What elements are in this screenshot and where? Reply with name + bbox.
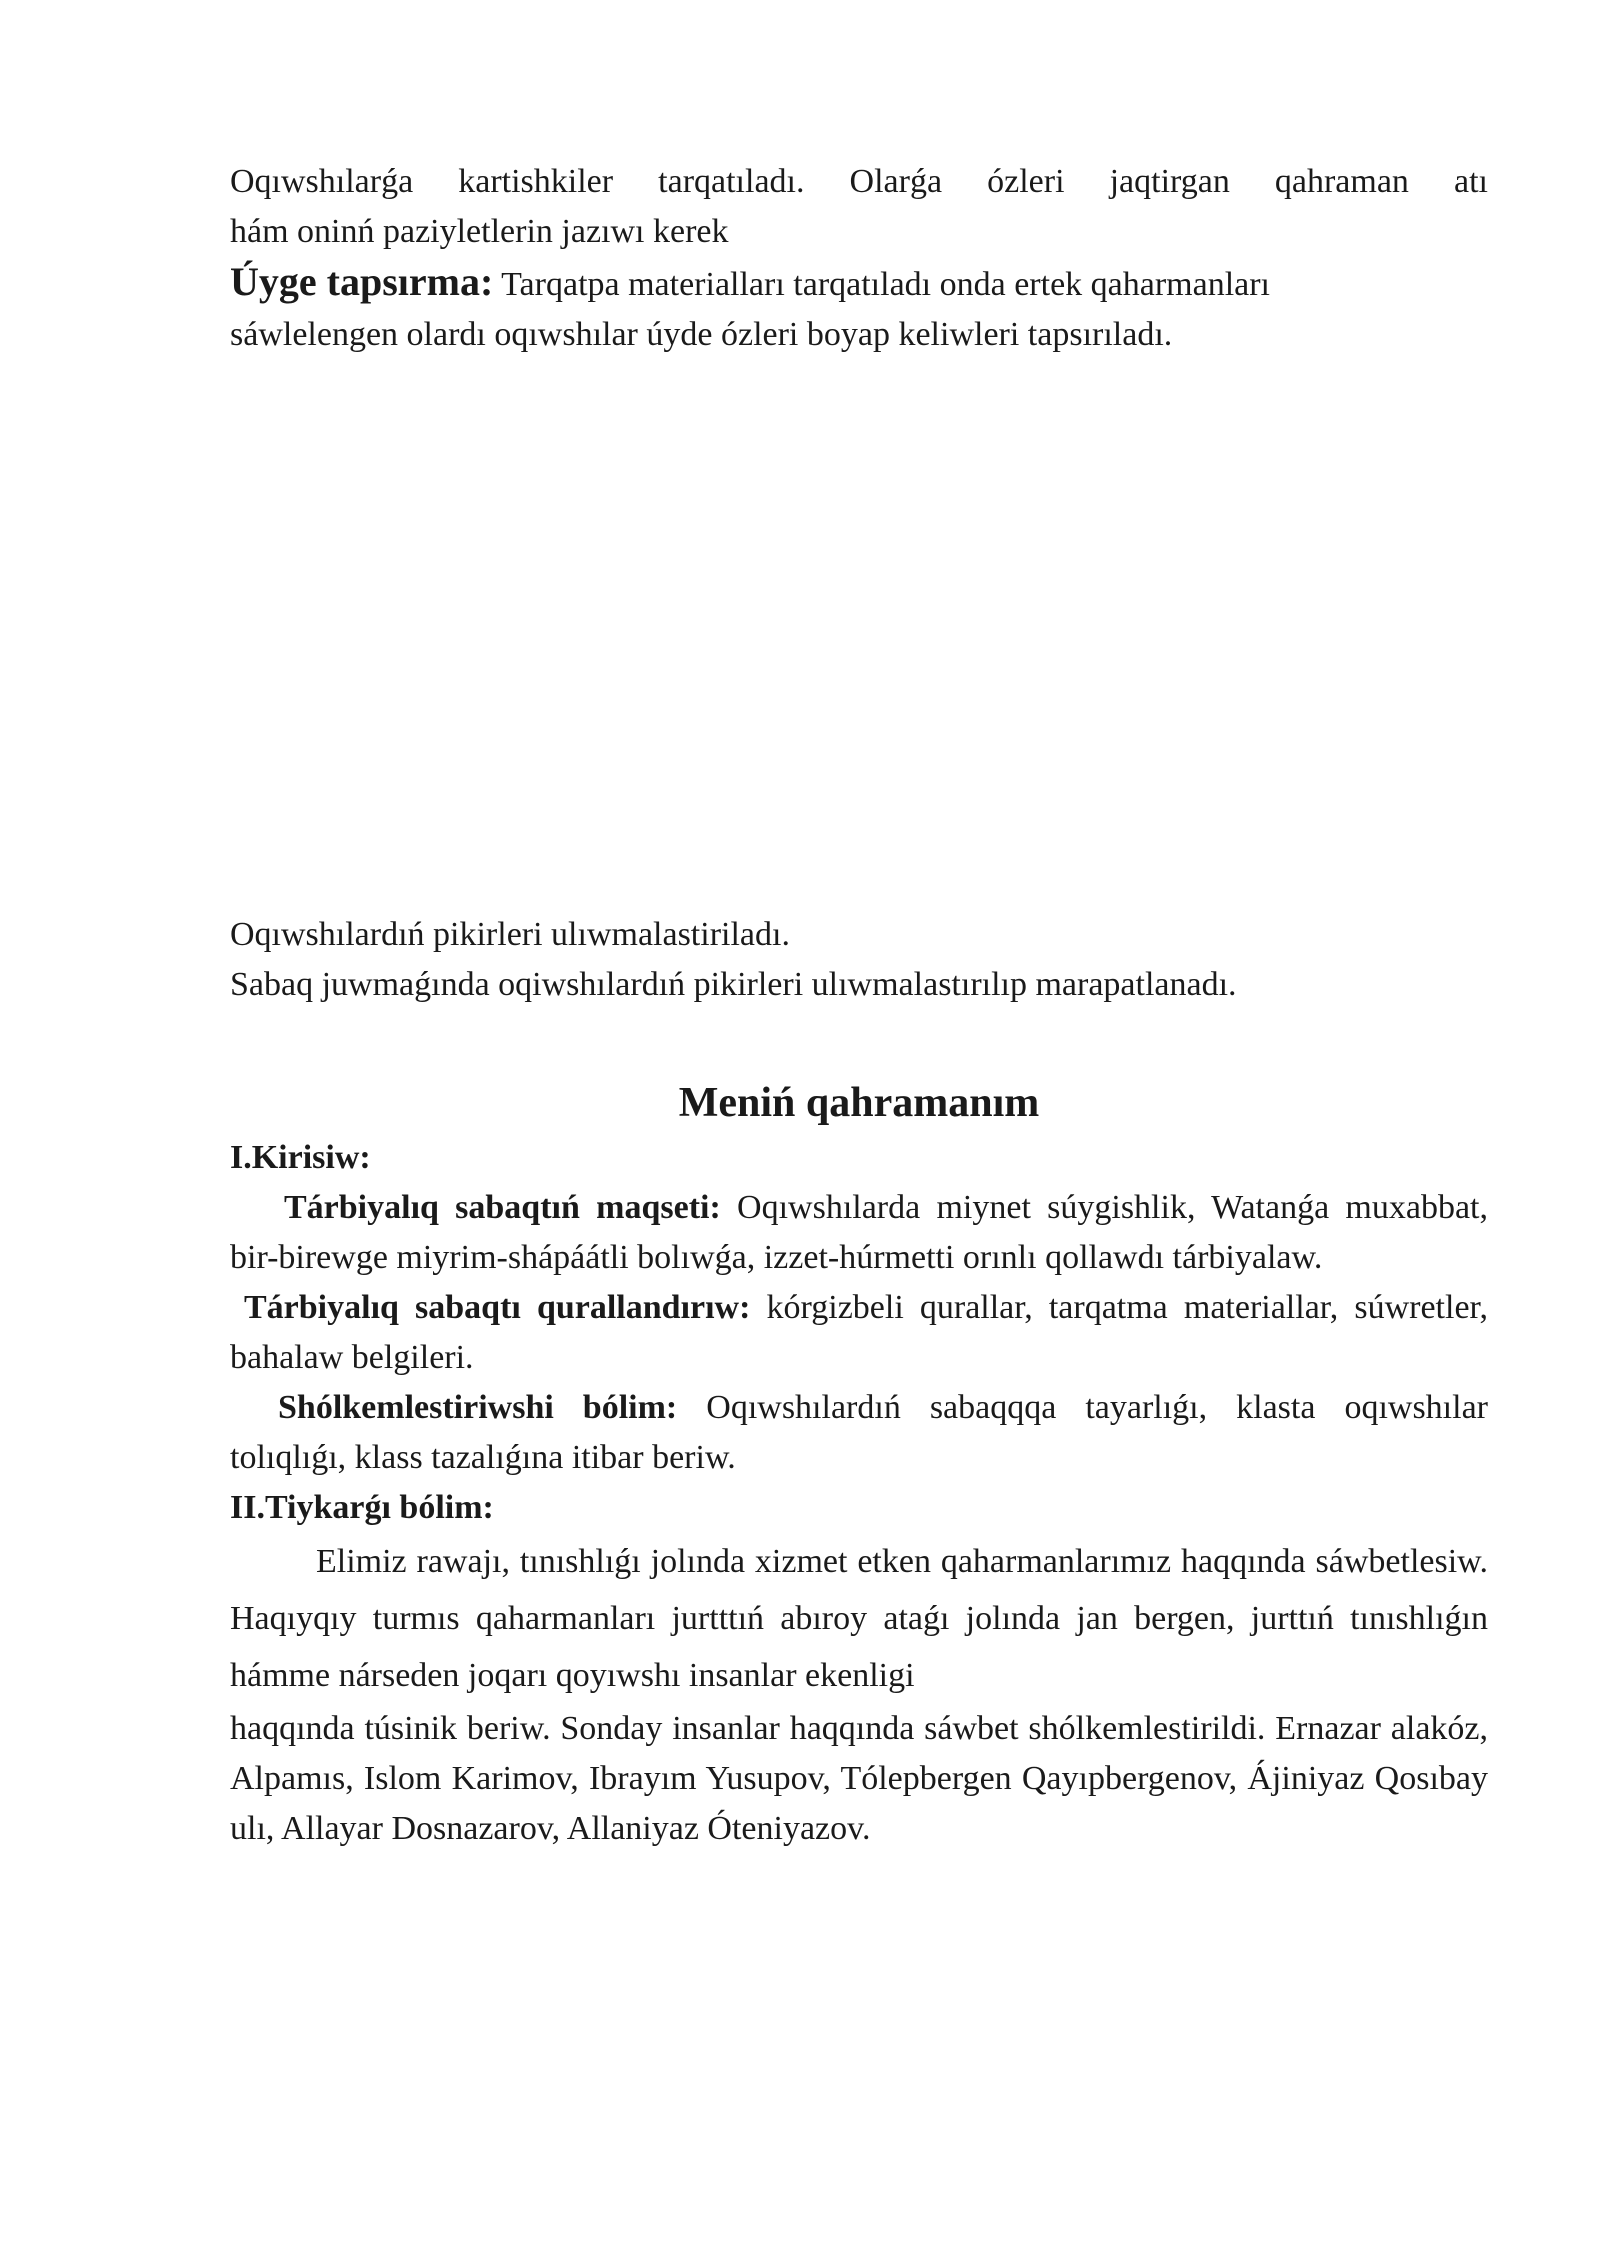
lesson-goal-text: Oqıwshılarda miynet súygishlik, Watanǵa muxabbat, bir-birewge miyrim-shápáátli bolıwǵa, izzet-húrmetti orınlı qollawdı tárbiyalaw. bbox=[230, 1189, 1488, 1276]
cards-instruction-line-1: Oqıwshılarǵa kartishkiler tarqatıladı. Olarǵa ózleri jaqtirgan qahraman atı bbox=[230, 163, 1488, 200]
summary-section bbox=[230, 910, 1488, 1010]
organizational-text: Oqıwshılardıń sabaqqqa tayarlıǵı, klasta oqıwshılar tolıqlıǵı, klass tazalıǵına itibar beriw. bbox=[230, 1389, 1488, 1476]
homework-label: Úyge tapsırma: bbox=[230, 259, 494, 304]
summary-line-2: Sabaq juwmaǵında oqiwshılardıń pikirleri ulıwmalastırılıp marapatlanadı. bbox=[230, 966, 1237, 1003]
lesson-plan-section bbox=[230, 1075, 1488, 1854]
lesson-goal-label: Tárbiyalıq sabaqtıń maqseti: bbox=[284, 1189, 721, 1226]
lesson-equipment-text: kórgizbeli qurallar, tarqatma materiallar, súwretler, bahalaw belgileri. bbox=[230, 1289, 1488, 1376]
introduction-heading: I.Kirisiw: bbox=[230, 1139, 371, 1176]
homework-text: Tarqatpa materialları tarqatıladı onda ertek qaharmanları bbox=[493, 266, 1271, 303]
lesson-title: Meniń qahramanım bbox=[678, 1080, 1040, 1126]
homework-line-2: sáwlelengen olardı oqıwshılar úyde ózleri boyap keliwleri tapsırıladı. bbox=[230, 316, 1173, 353]
homework-paragraph bbox=[230, 257, 1488, 310]
organizational-paragraph bbox=[230, 1383, 1488, 1483]
main-part-paragraph-a: Elimiz rawajı, tınıshlıǵı jolında xizmet etken qaharmanlarımız haqqında sáwbetlesiw. Haqıyqıy turmıs qaharmanları jurtttıń abıroy ataǵı jolında jan bergen, jurttıń tınıshlıǵın hámme nárseden joqarı qoyıwshı insanlar ekenligi bbox=[230, 1543, 1488, 1694]
lesson-equipment-label: Tárbiyalıq sabaqtı qurallandırıw: bbox=[244, 1289, 751, 1326]
cards-instruction-line-2: hám oninń paziyletlerin jazıwı kerek bbox=[230, 213, 729, 250]
lesson-goal-paragraph bbox=[230, 1183, 1488, 1283]
homework-section bbox=[230, 157, 1488, 360]
main-part-paragraph-b: haqqında túsinik beriw. Sonday insanlar haqqında sáwbet shólkemlestirildi. Ernazar alakóz, Alpamıs, Islom Karimov, Ibrayım Yusupov, Tólepbergen Qayıpbergenov, Ájiniyaz Qosıbay ulı, Allayar Dosnazarov, Allaniyaz Óteniyazov. bbox=[230, 1710, 1488, 1847]
organizational-label: Shólkemlestiriwshi bólim: bbox=[278, 1389, 678, 1426]
summary-line-1: Oqıwshılardıń pikirleri ulıwmalastiriladı. bbox=[230, 916, 790, 953]
main-part-heading: II.Tiykarǵı bólim: bbox=[230, 1489, 494, 1526]
lesson-equipment-paragraph bbox=[230, 1283, 1488, 1383]
